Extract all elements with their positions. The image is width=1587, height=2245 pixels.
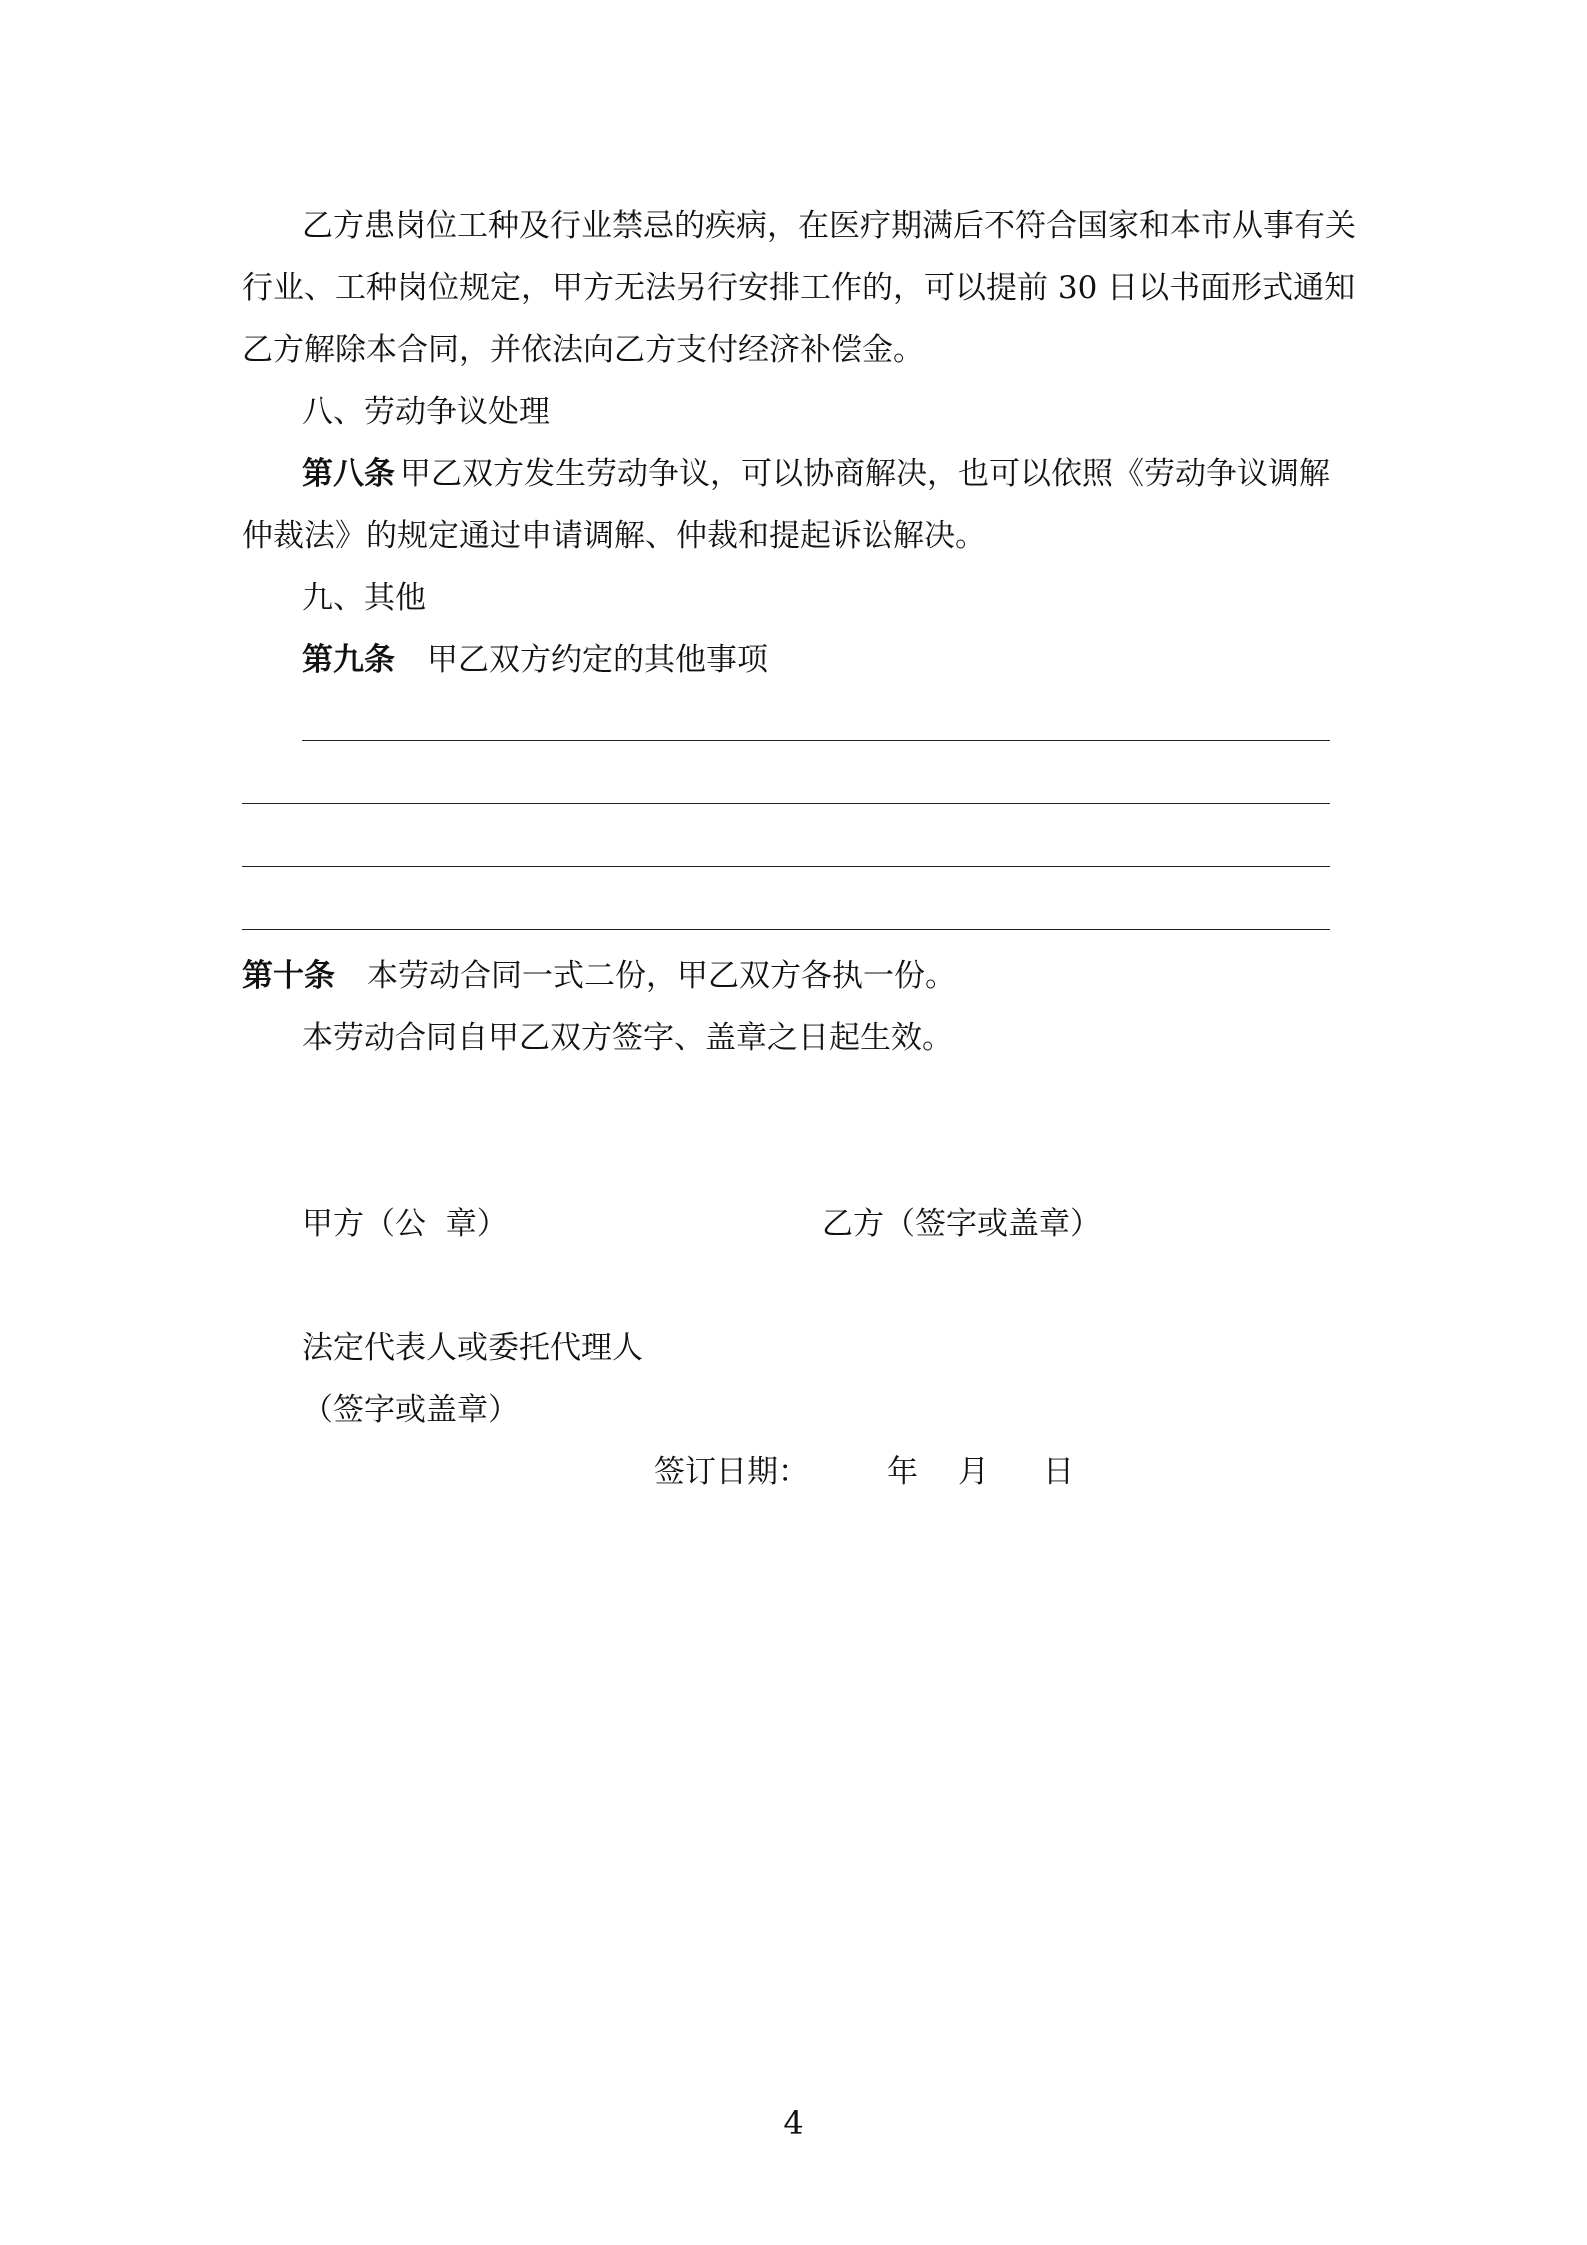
fill-line-2[interactable] xyxy=(242,803,1330,804)
article8-line2: 仲裁法》的规定通过申请调解、仲裁和提起诉讼解决。 xyxy=(242,518,986,554)
date-month: 月 xyxy=(958,1454,989,1490)
clause7-line3: 乙方解除本合同，并依法向乙方支付经济补偿金。 xyxy=(242,332,924,368)
fill-line-1[interactable] xyxy=(302,740,1330,741)
article10-label: 第十条 xyxy=(242,958,335,994)
party-b-sign: 乙方（签字或盖章） xyxy=(822,1206,1101,1242)
sign-date xyxy=(654,1452,1074,1492)
article9-text: 甲乙双方约定的其他事项 xyxy=(427,642,768,678)
article10-effect: 本劳动合同自甲乙双方签字、盖章之日起生效。 xyxy=(302,1020,953,1056)
article10-line xyxy=(242,956,956,996)
article8-label: 第八条 xyxy=(302,456,395,492)
fill-line-4[interactable] xyxy=(242,929,1330,930)
article10-text: 本劳动合同一式二份，甲乙双方各执一份。 xyxy=(367,958,956,994)
party-a-seal-text: 甲方（公 章） xyxy=(302,1206,508,1242)
date-day: 日 xyxy=(1043,1454,1074,1490)
page-number: 4 xyxy=(783,2104,804,2142)
article8-line1 xyxy=(302,454,1330,494)
section9-heading: 九、其他 xyxy=(302,580,426,616)
clause7-line1: 乙方患岗位工种及行业禁忌的疾病，在医疗期满后不符合国家和本市从事有关 xyxy=(302,208,1356,244)
representative-sign: （签字或盖章） xyxy=(302,1392,519,1428)
article9-line xyxy=(302,640,768,680)
article9-label: 第九条 xyxy=(302,642,395,678)
section8-heading: 八、劳动争议处理 xyxy=(302,394,550,430)
legal-representative: 法定代表人或委托代理人 xyxy=(302,1330,643,1366)
party-a-seal xyxy=(302,1204,508,1244)
sign-date-label: 签订日期： xyxy=(654,1454,809,1490)
clause7-line2: 行业、工种岗位规定，甲方无法另行安排工作的，可以提前 30 日以书面形式通知 xyxy=(242,270,1356,306)
fill-line-3[interactable] xyxy=(242,866,1330,867)
article8-text: 甲乙双方发生劳动争议，可以协商解决，也可以依照《劳动争议调解 xyxy=(400,456,1330,492)
date-year: 年 xyxy=(887,1454,918,1490)
